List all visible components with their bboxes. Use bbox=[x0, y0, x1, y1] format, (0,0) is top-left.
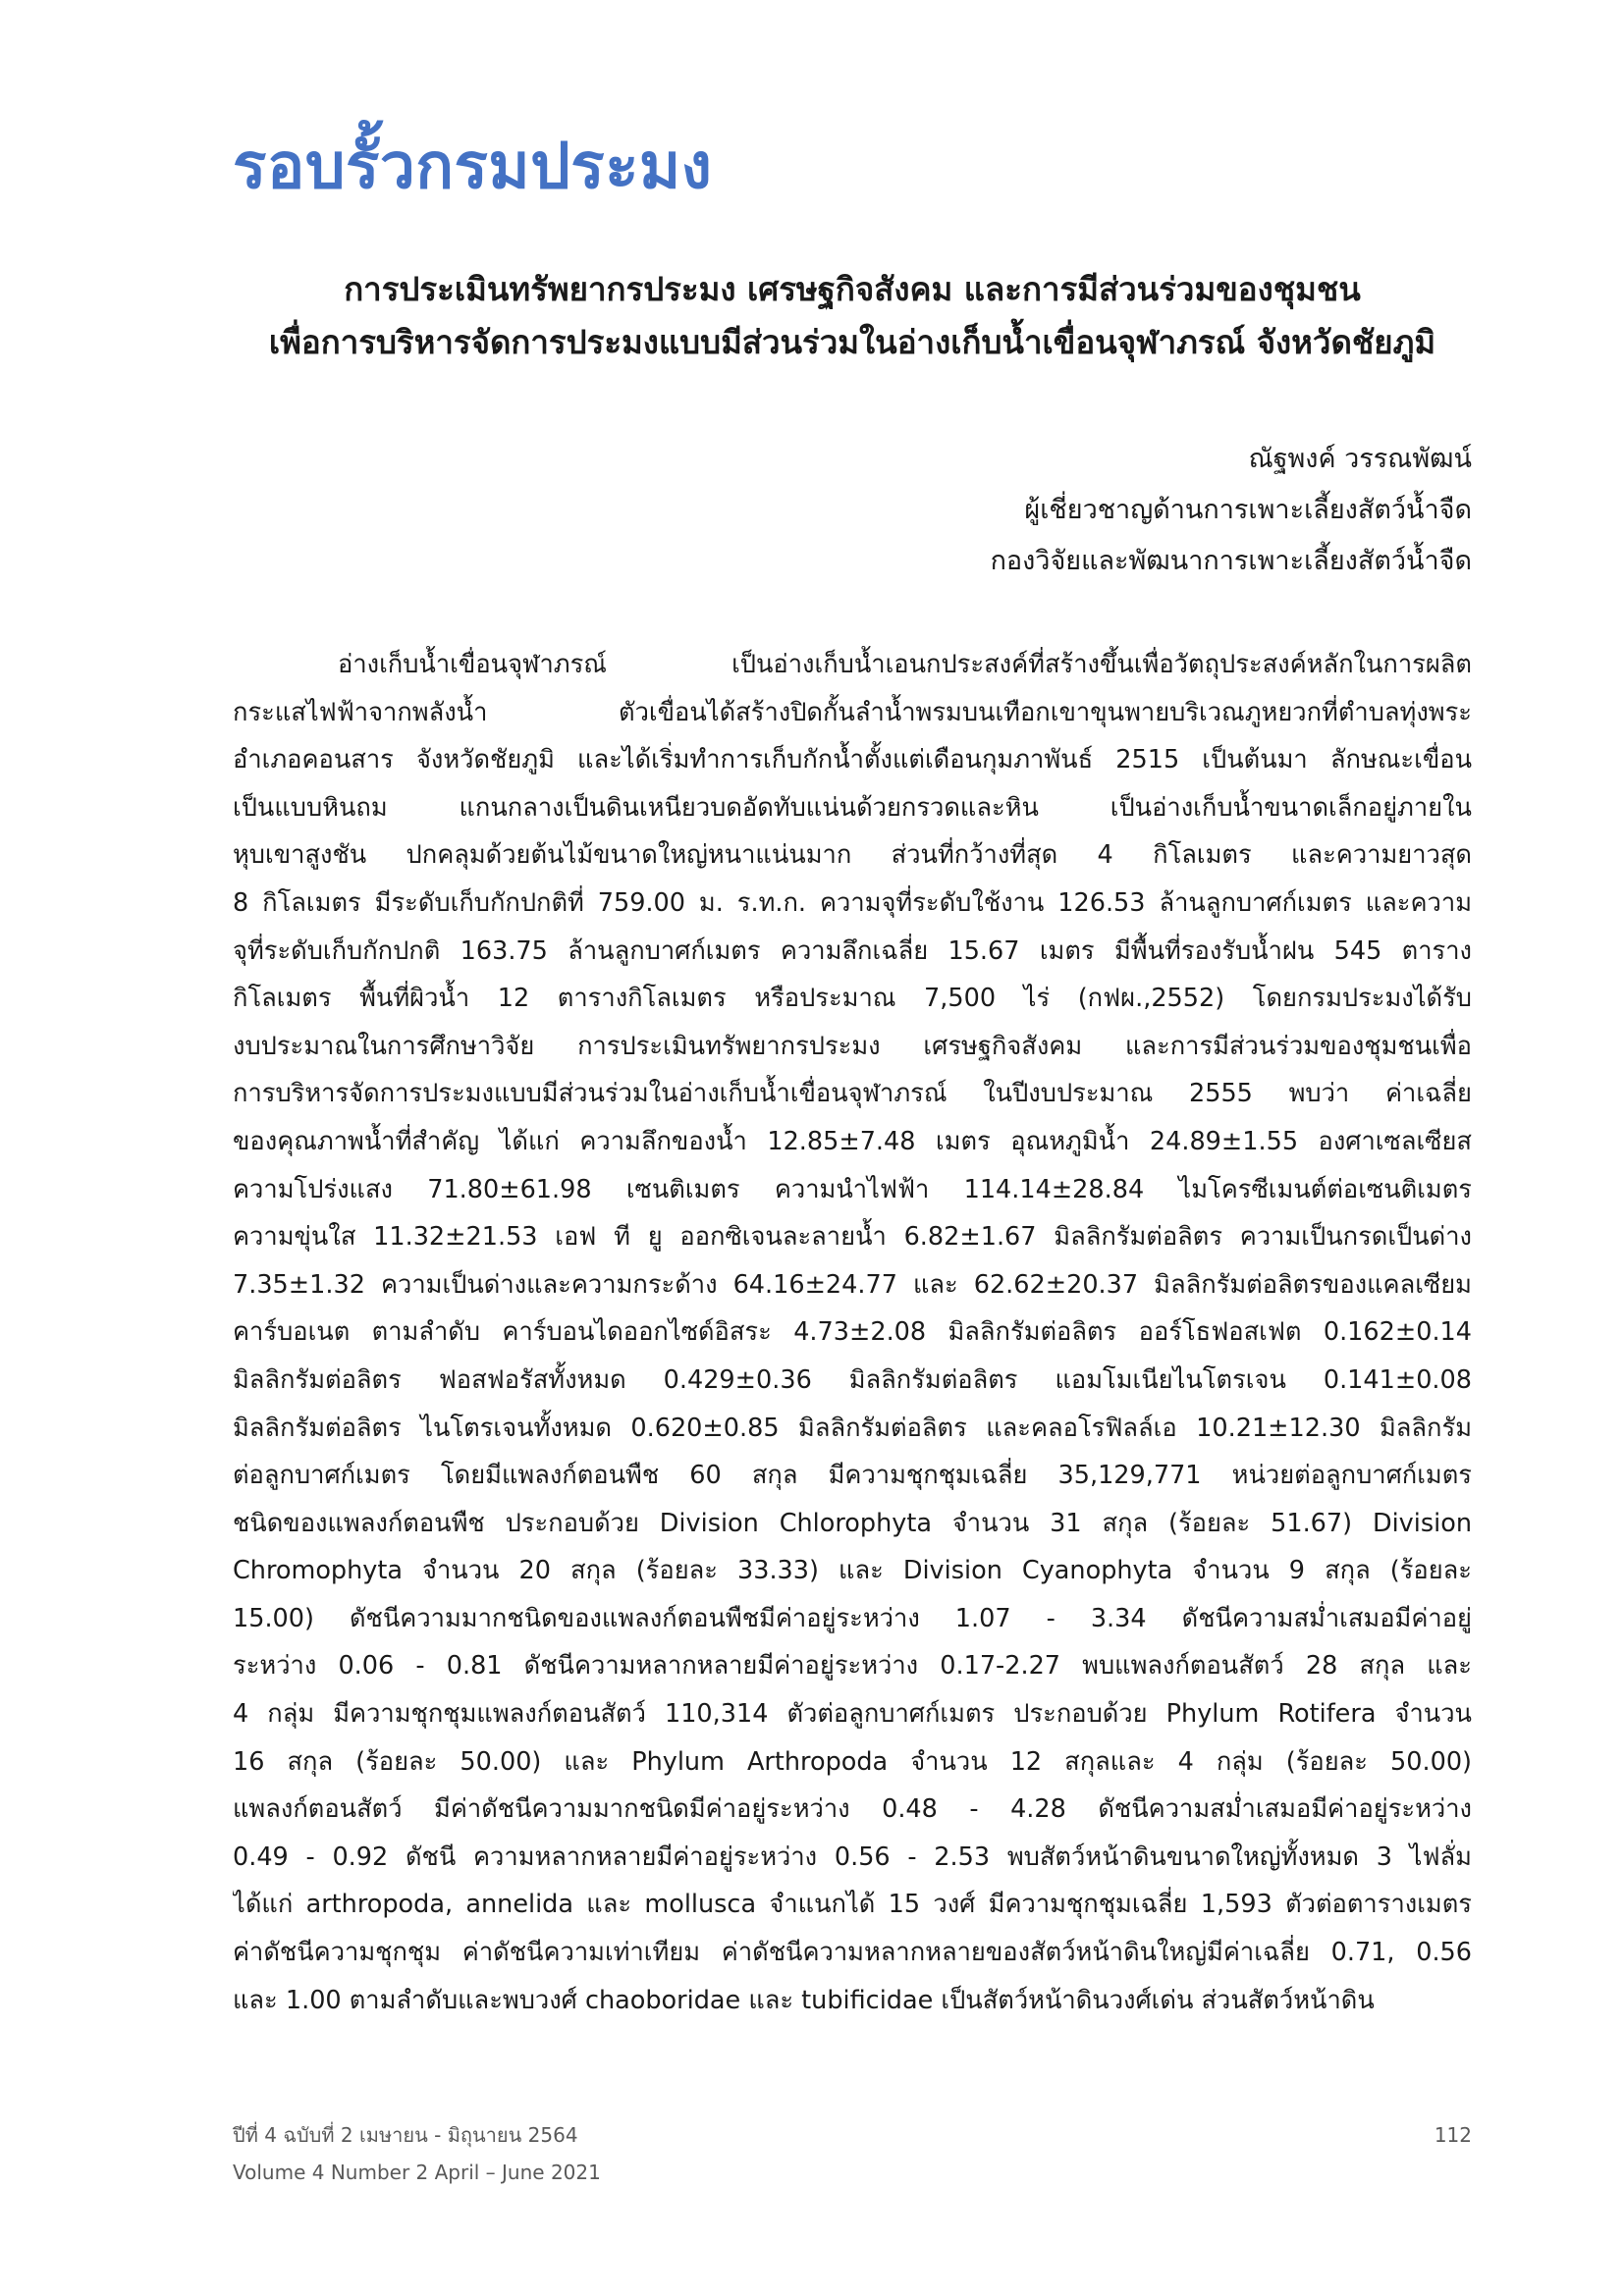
article-title-line: เพื่อการบริหารจัดการประมงแบบมีส่วนร่วมในอ่างเก็บน้ำเขื่อนจุฬาภรณ์ จังหวัดชัยภูมิ bbox=[268, 323, 1436, 361]
body-line: และ 1.00 ตามลำดับและพบวงศ์ chaoboridae และ tubificidae เป็นสัตว์หน้าดินวงศ์เด่น ส่วนสัตว์หน้าดิน bbox=[233, 1985, 1375, 2015]
body-line: มิลลิกรัมต่อลิตร ฟอสฟอรัสทั้งหมด 0.429±0.36 มิลลิกรัมต่อลิตร แอมโมเนียไนโตรเจน 0.141±0.08 bbox=[233, 1364, 1472, 1395]
body-line: การบริหารจัดการประมงแบบมีส่วนร่วมในอ่างเก็บน้ำเขื่อนจุฬาภรณ์ ในปีงบประมาณ 2555 พบว่า ค่าเฉลี่ย bbox=[233, 1079, 1472, 1109]
body-line: คาร์บอเนต ตามลำดับ คาร์บอนไดออกไซด์อิสระ 4.73±2.08 มิลลิกรัมต่อลิตร ออร์โธฟอสเฟต 0.162±0.14 bbox=[233, 1317, 1472, 1348]
body-line: เป็นแบบหินถม แกนกลางเป็นดินเหนียวบดอัดทับแน่นด้วยกรวดและหิน เป็นอ่างเก็บน้ำขนาดเล็กอยู่ภายใน bbox=[233, 792, 1472, 823]
body-paragraph bbox=[233, 641, 1472, 2024]
section-title: รอบรั้วกรมประมง bbox=[233, 131, 713, 203]
body-line: ค่าดัชนีความชุกชุม ค่าดัชนีความเท่าเทียม ค่าดัชนีความหลากหลายของสัตว์หน้าดินใหญ่มีค่าเฉลี่ย 0.71, 0.56 bbox=[233, 1938, 1472, 1968]
body-line: กระแสไฟฟ้าจากพลังน้ำ ตัวเขื่อนได้สร้างปิดกั้นลำน้ำพรมบนเทือกเขาขุนพายบริเวณภูหยวกที่ตำบลทุ่งพระ bbox=[233, 697, 1472, 727]
footer-issue-th: ปีที่ 4 ฉบับที่ 2 เมษายน - มิถุนายน 2564 bbox=[233, 2123, 578, 2147]
body-line: ความขุ่นใส 11.32±21.53 เอฟ ที ยู ออกซิเจนละลายน้ำ 6.82±1.67 มิลลิกรัมต่อลิตร ความเป็นกรดเป็นด่าง bbox=[233, 1222, 1472, 1253]
body-line: งบประมาณในการศึกษาวิจัย การประเมินทรัพยากรประมง เศรษฐกิจสังคม และการมีส่วนร่วมของชุมชนเพื่อ bbox=[233, 1031, 1472, 1061]
body-line: ระหว่าง 0.06 - 0.81 ดัชนีความหลากหลายมีค่าอยู่ระหว่าง 0.17-2.27 พบแพลงก์ตอนสัตว์ 28 สกุล และ bbox=[233, 1651, 1472, 1682]
body-line: ชนิดของแพลงก์ตอนพืช ประกอบด้วย Division Chlorophyta จำนวน 31 สกุล (ร้อยละ 51.67) Division bbox=[233, 1508, 1472, 1538]
article-title-line: การประเมินทรัพยากรประมง เศรษฐกิจสังคม และการมีส่วนร่วมของชุมชน bbox=[344, 270, 1361, 308]
author-position: ผู้เชี่ยวชาญด้านการเพาะเลี้ยงสัตว์น้ำจืด bbox=[1024, 495, 1472, 525]
author-name: ณัฐพงค์ วรรณพัฒน์ bbox=[1248, 444, 1472, 474]
body-line: 7.35±1.32 ความเป็นด่างและความกระด้าง 64.16±24.77 และ 62.62±20.37 มิลลิกรัมต่อลิตรของแคลเซียม bbox=[233, 1269, 1472, 1300]
page-number: 112 bbox=[1434, 2123, 1472, 2147]
body-line: ได้แก่ arthropoda, annelida และ mollusca จำแนกได้ 15 วงศ์ มีความชุกชุมเฉลี่ย 1,593 ตัวต่อตารางเมตร bbox=[233, 1890, 1472, 1920]
body-line: ของคุณภาพน้ำที่สำคัญ ได้แก่ ความลึกของน้ำ 12.85±7.48 เมตร อุณหภูมิน้ำ 24.89±1.55 องศาเซลเซียส bbox=[233, 1126, 1472, 1156]
footer-issue-en: Volume 4 Number 2 April – June 2021 bbox=[233, 2161, 601, 2184]
body-line: อำเภอคอนสาร จังหวัดชัยภูมิ และได้เริ่มทำการเก็บกักน้ำตั้งแต่เดือนกุมภาพันธ์ 2515 เป็นต้นมา ลักษณะเขื่อน bbox=[233, 745, 1472, 775]
body-line: กิโลเมตร พื้นที่ผิวน้ำ 12 ตารางกิโลเมตร หรือประมาณ 7,500 ไร่ (กฟผ.,2552) โดยกรมประมงได้รับ bbox=[233, 984, 1472, 1014]
body-line: 0.49 - 0.92 ดัชนี ความหลากหลายมีค่าอยู่ระหว่าง 0.56 - 2.53 พบสัตว์หน้าดินขนาดใหญ่ทั้งหมด 3 ไฟลั่ม bbox=[233, 1842, 1472, 1872]
body-line: จุที่ระดับเก็บกักปกติ 163.75 ล้านลูกบาศก์เมตร ความลึกเฉลี่ย 15.67 เมตร มีพื้นที่รองรับน้ำฝน 545 ตาราง bbox=[233, 935, 1472, 966]
body-line: หุบเขาสูงชัน ปกคลุมด้วยต้นไม้ขนาดใหญ่หนาแน่นมาก ส่วนที่กว้างที่สุด 4 กิโลเมตร และความยาวสุด bbox=[233, 840, 1472, 871]
author-block bbox=[233, 434, 1472, 587]
footer-issue-info bbox=[233, 2116, 601, 2191]
article-title bbox=[233, 263, 1472, 369]
body-line: ต่อลูกบาศก์เมตร โดยมีแพลงก์ตอนพืช 60 สกุล มีความชุกชุมเฉลี่ย 35,129,771 หน่วยต่อลูกบาศก์เมตร bbox=[233, 1461, 1472, 1491]
body-line: 4 กลุ่ม มีความชุกชุมแพลงก์ตอนสัตว์ 110,314 ตัวต่อลูกบาศก์เมตร ประกอบด้วย Phylum Rotifera จำนวน bbox=[233, 1699, 1472, 1730]
body-line: 15.00) ดัชนีความมากชนิดของแพลงก์ตอนพืชมีค่าอยู่ระหว่าง 1.07 - 3.34 ดัชนีความสม่ำเสมอมีค่าอยู่ bbox=[233, 1603, 1472, 1633]
body-line: 16 สกุล (ร้อยละ 50.00) และ Phylum Arthropoda จำนวน 12 สกุลและ 4 กลุ่ม (ร้อยละ 50.00) bbox=[233, 1746, 1472, 1777]
body-line: แพลงก์ตอนสัตว์ มีค่าดัชนีความมากชนิดมีค่าอยู่ระหว่าง 0.48 - 4.28 ดัชนีความสม่ำเสมอมีค่าอยู่ระหว่าง bbox=[233, 1794, 1472, 1825]
body-line: 8 กิโลเมตร มีระดับเก็บกักปกติที่ 759.00 ม. ร.ท.ก. ความจุที่ระดับใช้งาน 126.53 ล้านลูกบาศก์เมตร และความ bbox=[233, 887, 1472, 918]
body-line: มิลลิกรัมต่อลิตร ไนโตรเจนทั้งหมด 0.620±0.85 มิลลิกรัมต่อลิตร และคลอโรฟิลล์เอ 10.21±12.30 มิลลิกรัม bbox=[233, 1413, 1472, 1443]
body-line: อ่างเก็บน้ำเขื่อนจุฬาภรณ์ เป็นอ่างเก็บน้ำเอนกประสงค์ที่สร้างขึ้นเพื่อวัตถุประสงค์หลักในการผลิต bbox=[338, 650, 1472, 679]
body-line: ความโปร่งแสง 71.80±61.98 เซนติเมตร ความนำไฟฟ้า 114.14±28.84 ไมโครซีเมนต์ต่อเซนติเมตร bbox=[233, 1174, 1472, 1204]
body-line: Chromophyta จำนวน 20 สกุล (ร้อยละ 33.33) และ Division Cyanophyta จำนวน 9 สกุล (ร้อยละ bbox=[233, 1556, 1472, 1586]
author-affiliation: กองวิจัยและพัฒนาการเพาะเลี้ยงสัตว์น้ำจืด bbox=[990, 546, 1472, 576]
